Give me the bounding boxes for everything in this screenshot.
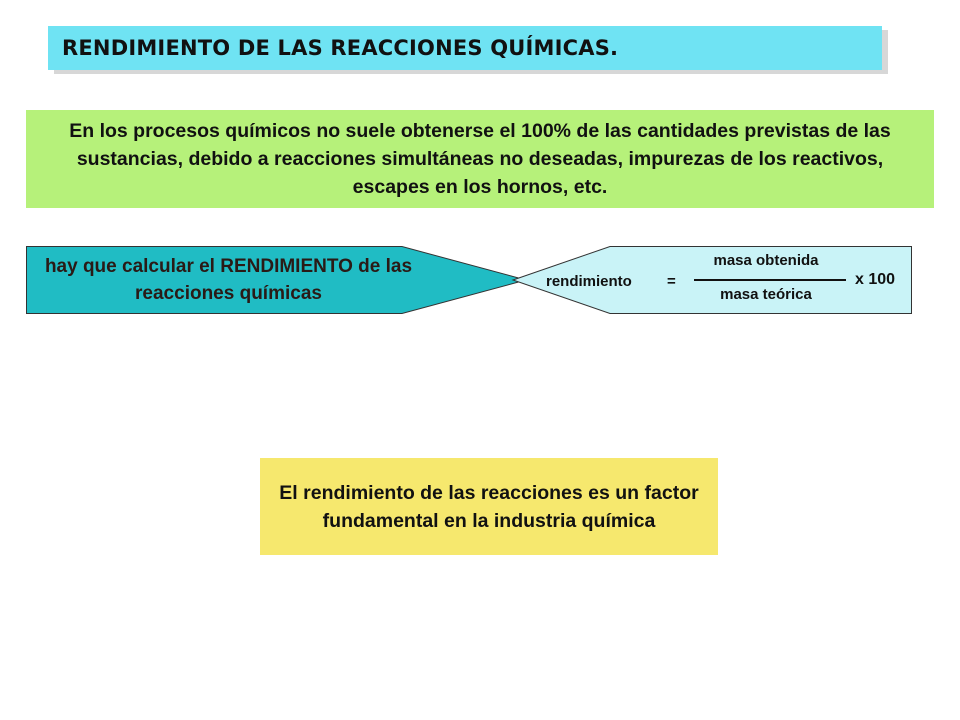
formula-numerator: masa obtenida — [713, 252, 819, 269]
formula-multiplier: x 100 — [855, 271, 896, 288]
formula-denominator: masa teórica — [720, 286, 812, 303]
formula-label: rendimiento — [546, 273, 632, 290]
formula-equals: = — [667, 273, 676, 290]
note-box — [260, 458, 718, 555]
intro-text: En los procesos químicos no suele obtenerse el 100% de las cantidades previstas de las sustancias, debido a reacciones simultáneas no deseadas, impurezas de los reactivos, escapes en los hornos, etc. — [69, 120, 891, 198]
page-title: RENDIMIENTO DE LAS REACCIONES QUÍMICAS. — [62, 36, 619, 60]
yield-diagram — [26, 246, 914, 314]
fraction-bar — [694, 279, 846, 281]
note-text: El rendimiento de las reacciones es un factor fundamental en la industria química — [279, 481, 699, 532]
calculate-yield-label: hay que calcular el RENDIMIENTO de las reacciones químicas — [44, 256, 413, 304]
title-bar — [48, 26, 882, 70]
intro-box — [26, 110, 934, 208]
